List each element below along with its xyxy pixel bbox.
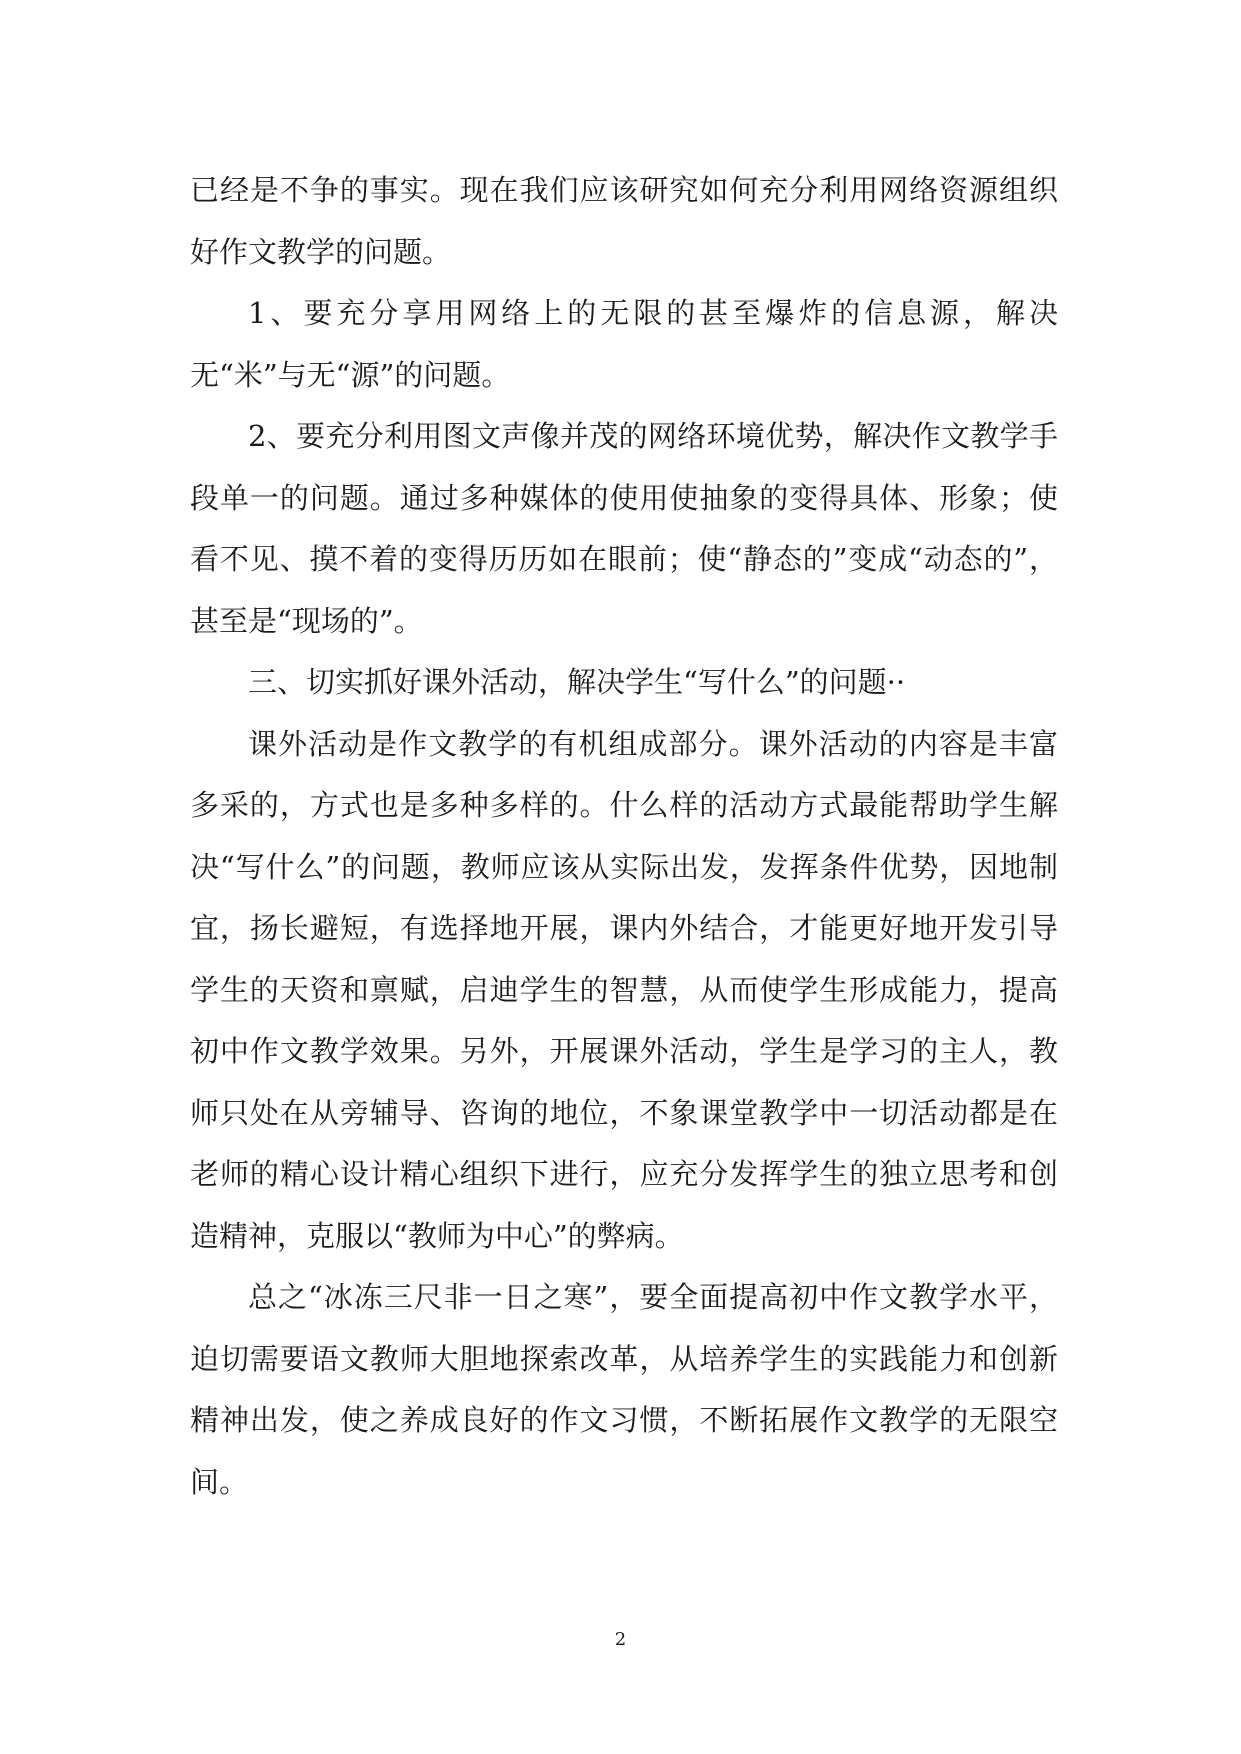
paragraph-point-2: 2、要充分利用图文声像并茂的网络环境优势，解决作文教学手段单一的问题。通过多种媒体的使用使抽象的变得具体、形象；使看不见、摸不着的变得历历如在眼前；使“静态的”变成“动态的”，甚至是“现场的”。 bbox=[190, 419, 1058, 638]
paragraph-continuation: 已经是不争的事实。现在我们应该研究如何充分利用网络资源组织好作文教学的问题。 bbox=[190, 173, 1058, 269]
document-body bbox=[190, 160, 1058, 1513]
page-number: 2 bbox=[614, 1629, 627, 1650]
paragraph-conclusion: 总之“冰冻三尺非一日之寒”，要全面提高初中作文教学水平，迫切需要语文教师大胆地探索改革，从培养学生的实践能力和创新精神出发，使之养成良好的作文习惯，不断拓展作文教学的无限空间。 bbox=[190, 1280, 1058, 1499]
section-heading-3: 三、切实抓好课外活动，解决学生“写什么”的问题·· bbox=[248, 665, 906, 699]
paragraph-point-1: 1、要充分享用网络上的无限的甚至爆炸的信息源，解决无“米”与无“源”的问题。 bbox=[190, 296, 1058, 392]
paragraph-extracurricular: 课外活动是作文教学的有机组成部分。课外活动的内容是丰富多采的，方式也是多种多样的。什么样的活动方式最能帮助学生解决“写什么”的问题，教师应该从实际出发，发挥条件优势，因地制宜，扬长避短，有选择地开展，课内外结合，才能更好地开发引导学生的天资和禀赋，启迪学生的智慧，从而使学生形成能力，提高初中作文教学效果。另外，开展课外活动，学生是学习的主人，教师只处在从旁辅导、咨询的地位，不象课堂教学中一切活动都是在老师的精心设计精心组织下进行，应充分发挥学生的独立思考和创造精神，克服以“教师为中心”的弊病。 bbox=[190, 726, 1058, 1253]
